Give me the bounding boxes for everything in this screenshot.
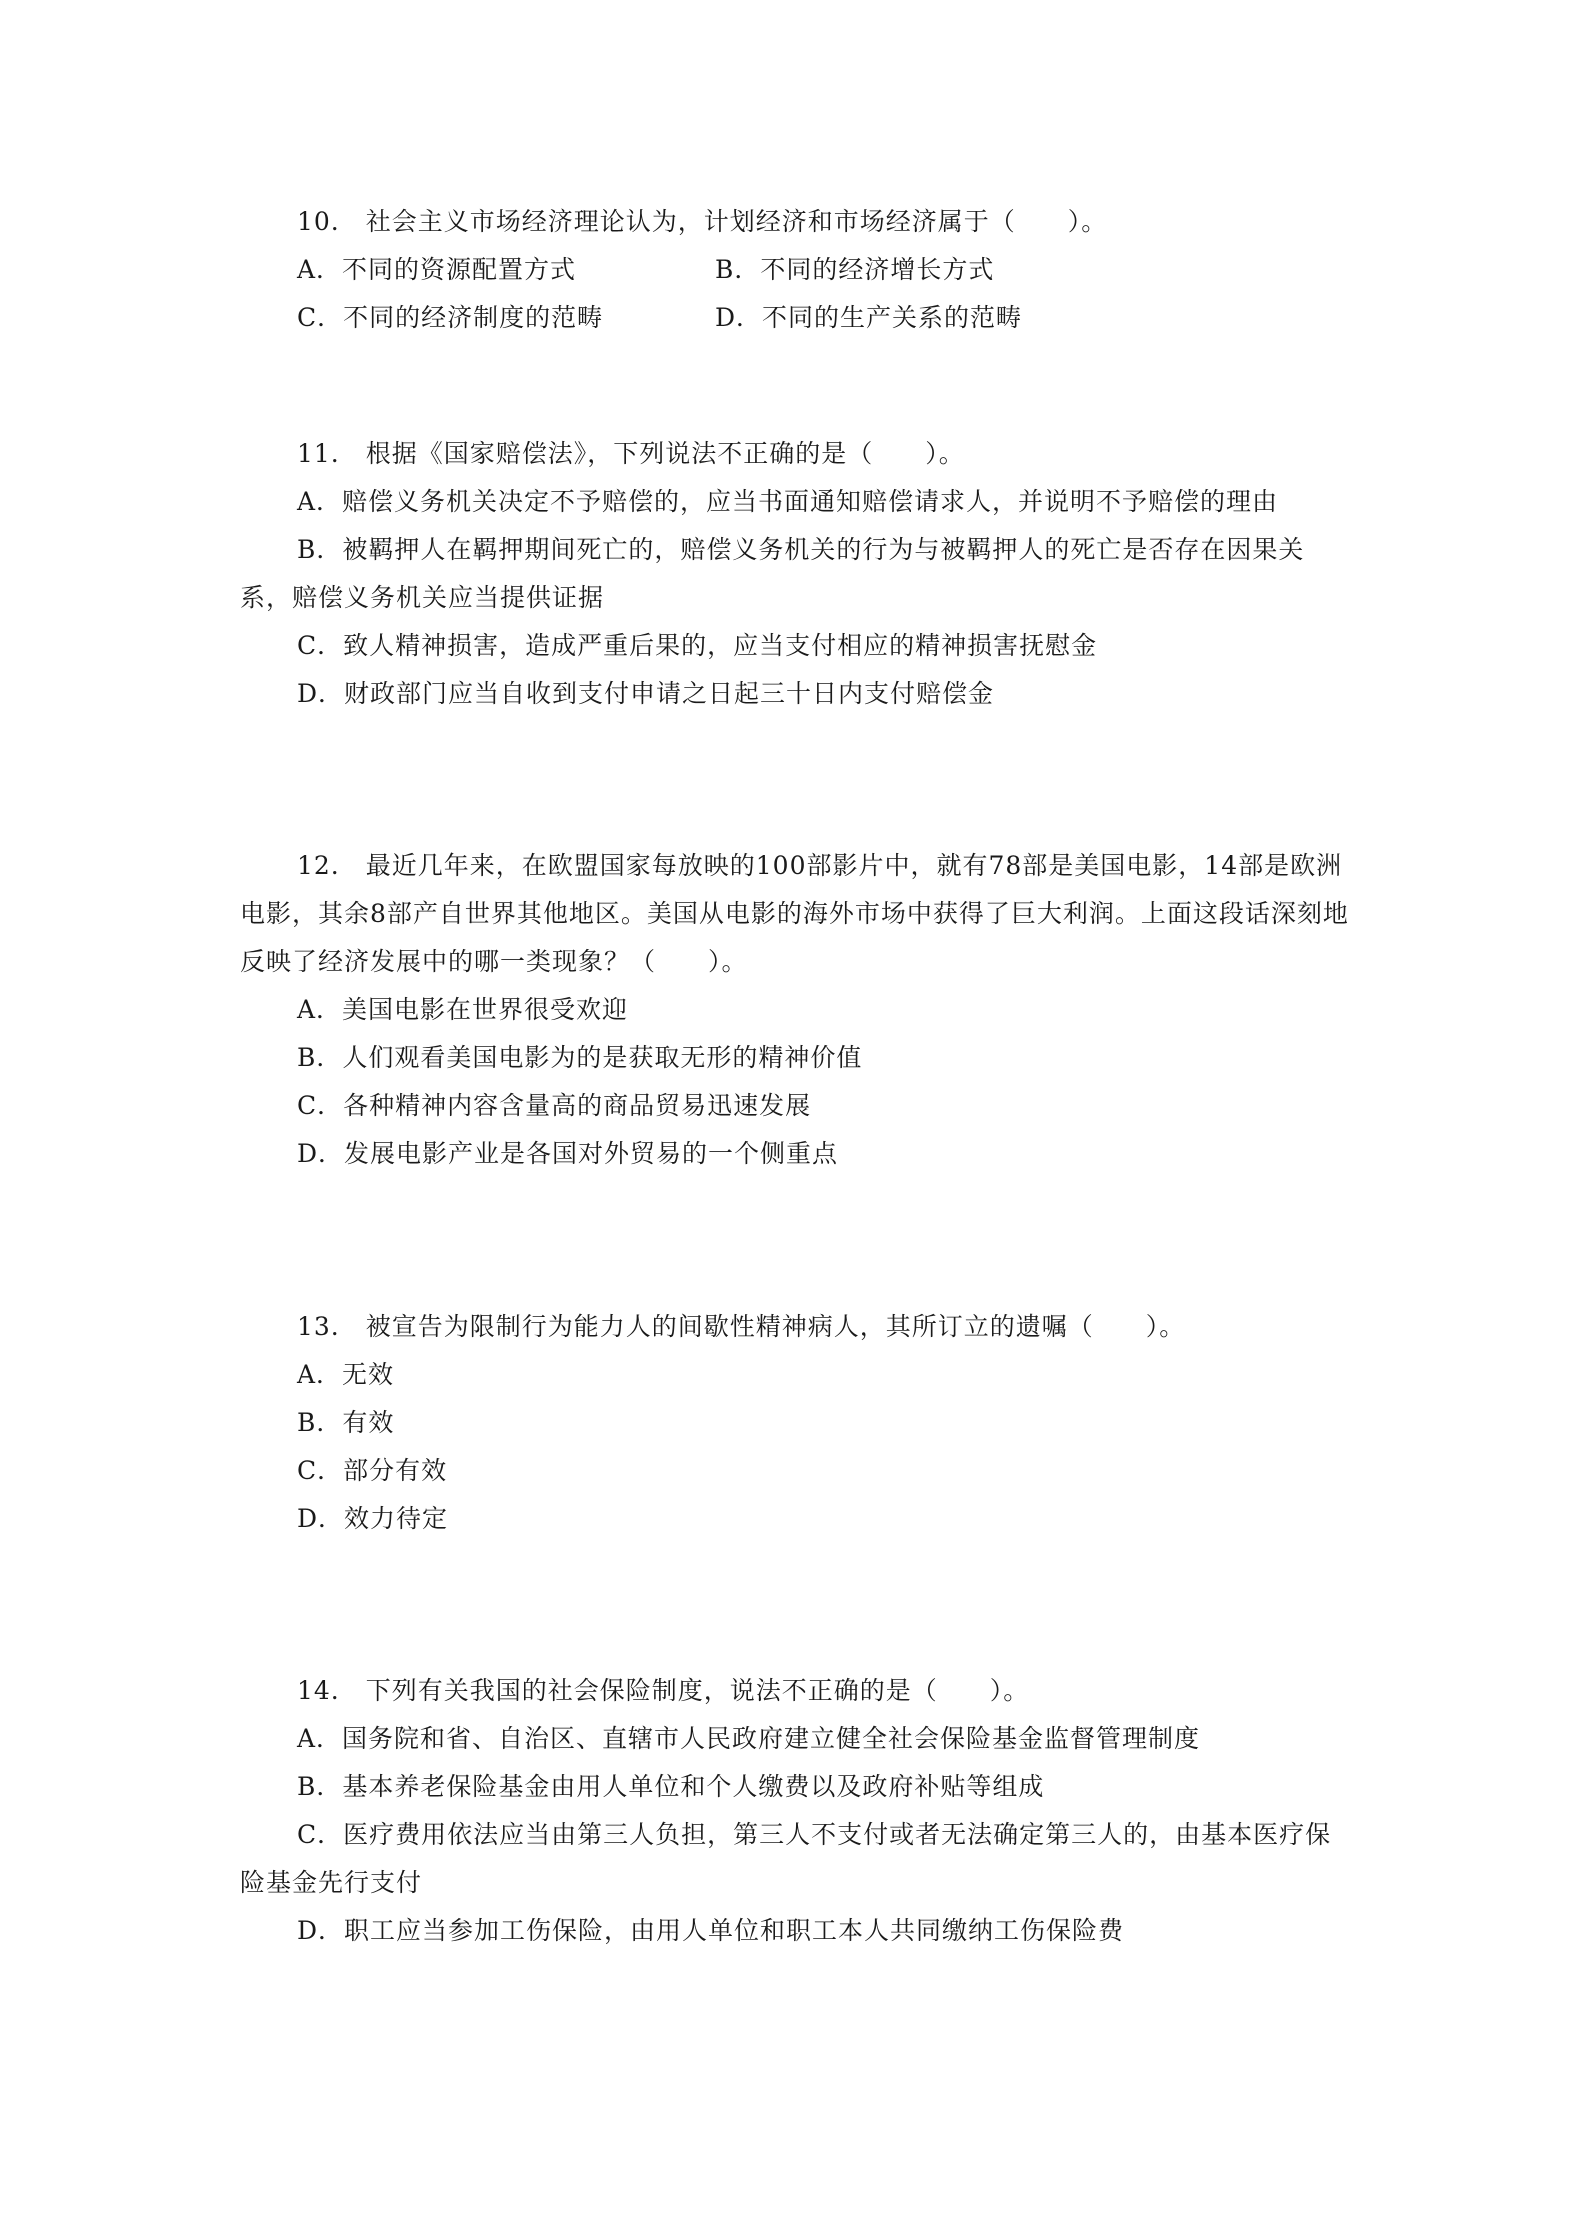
option-row — [240, 246, 1350, 294]
option-d: D．效力待定 — [297, 1504, 449, 1533]
option-c: C．各种精神内容含量高的商品贸易迅速发展 — [297, 1091, 812, 1120]
option-row — [240, 294, 1350, 342]
option-b: B．被羁押人在羁押期间死亡的，赔偿义务机关的行为与被羁押人的死亡是否存在因果关系，赔偿义务机关应当提供证据 — [240, 535, 1305, 612]
option-a: A．赔偿义务机关决定不予赔偿的，应当书面通知赔偿请求人，并说明不予赔偿的理由 — [297, 487, 1279, 516]
question-11 — [240, 430, 1350, 718]
question-13 — [240, 1303, 1350, 1543]
question-12 — [240, 842, 1350, 1178]
option-c: C．不同的经济制度的范畴 — [297, 303, 604, 332]
option-d: D．财政部门应当自收到支付申请之日起三十日内支付赔偿金 — [297, 679, 995, 708]
question-14 — [240, 1667, 1350, 1955]
option-b: B．基本养老保险基金由用人单位和个人缴费以及政府补贴等组成 — [297, 1772, 1045, 1801]
question-10 — [240, 198, 1350, 342]
option-c: C．医疗费用依法应当由第三人负担，第三人不支付或者无法确定第三人的，由基本医疗保险基金先行支付 — [240, 1820, 1332, 1897]
option-a: A．无效 — [297, 1360, 395, 1389]
option-b: B．不同的经济增长方式 — [715, 255, 995, 284]
option-a: A．不同的资源配置方式 — [297, 255, 577, 284]
question-stem: 13. 被宣告为限制行为能力人的间歇性精神病人，其所订立的遗嘱（ ）。 — [297, 1312, 1186, 1341]
option-d: D．职工应当参加工伤保险，由用人单位和职工本人共同缴纳工伤保险费 — [297, 1916, 1125, 1945]
option-b: B．人们观看美国电影为的是获取无形的精神价值 — [297, 1043, 863, 1072]
option-a: A．美国电影在世界很受欢迎 — [297, 995, 629, 1024]
question-stem: 11. 根据《国家赔偿法》，下列说法不正确的是（ ）。 — [297, 439, 965, 468]
option-a: A．国务院和省、自治区、直辖市人民政府建立健全社会保险基金监督管理制度 — [297, 1724, 1201, 1753]
option-d: D．不同的生产关系的范畴 — [715, 303, 1023, 332]
option-c: C．致人精神损害，造成严重后果的，应当支付相应的精神损害抚慰金 — [297, 631, 1098, 660]
option-d: D．发展电影产业是各国对外贸易的一个侧重点 — [297, 1139, 839, 1168]
option-b: B．有效 — [297, 1408, 395, 1437]
question-stem: 12. 最近几年来，在欧盟国家每放映的100部影片中，就有78部是美国电影，14部是欧洲电影，其余8部产自世界其他地区。美国从电影的海外市场中获得了巨大利润。上面这段话深刻地反映了经济发展中的哪一类现象？（ ）。 — [240, 851, 1349, 976]
question-stem: 14. 下列有关我国的社会保险制度，说法不正确的是（ ）。 — [297, 1676, 1030, 1705]
question-stem: 10. 社会主义市场经济理论认为，计划经济和市场经济属于（ ）。 — [297, 207, 1108, 236]
option-c: C．部分有效 — [297, 1456, 448, 1485]
